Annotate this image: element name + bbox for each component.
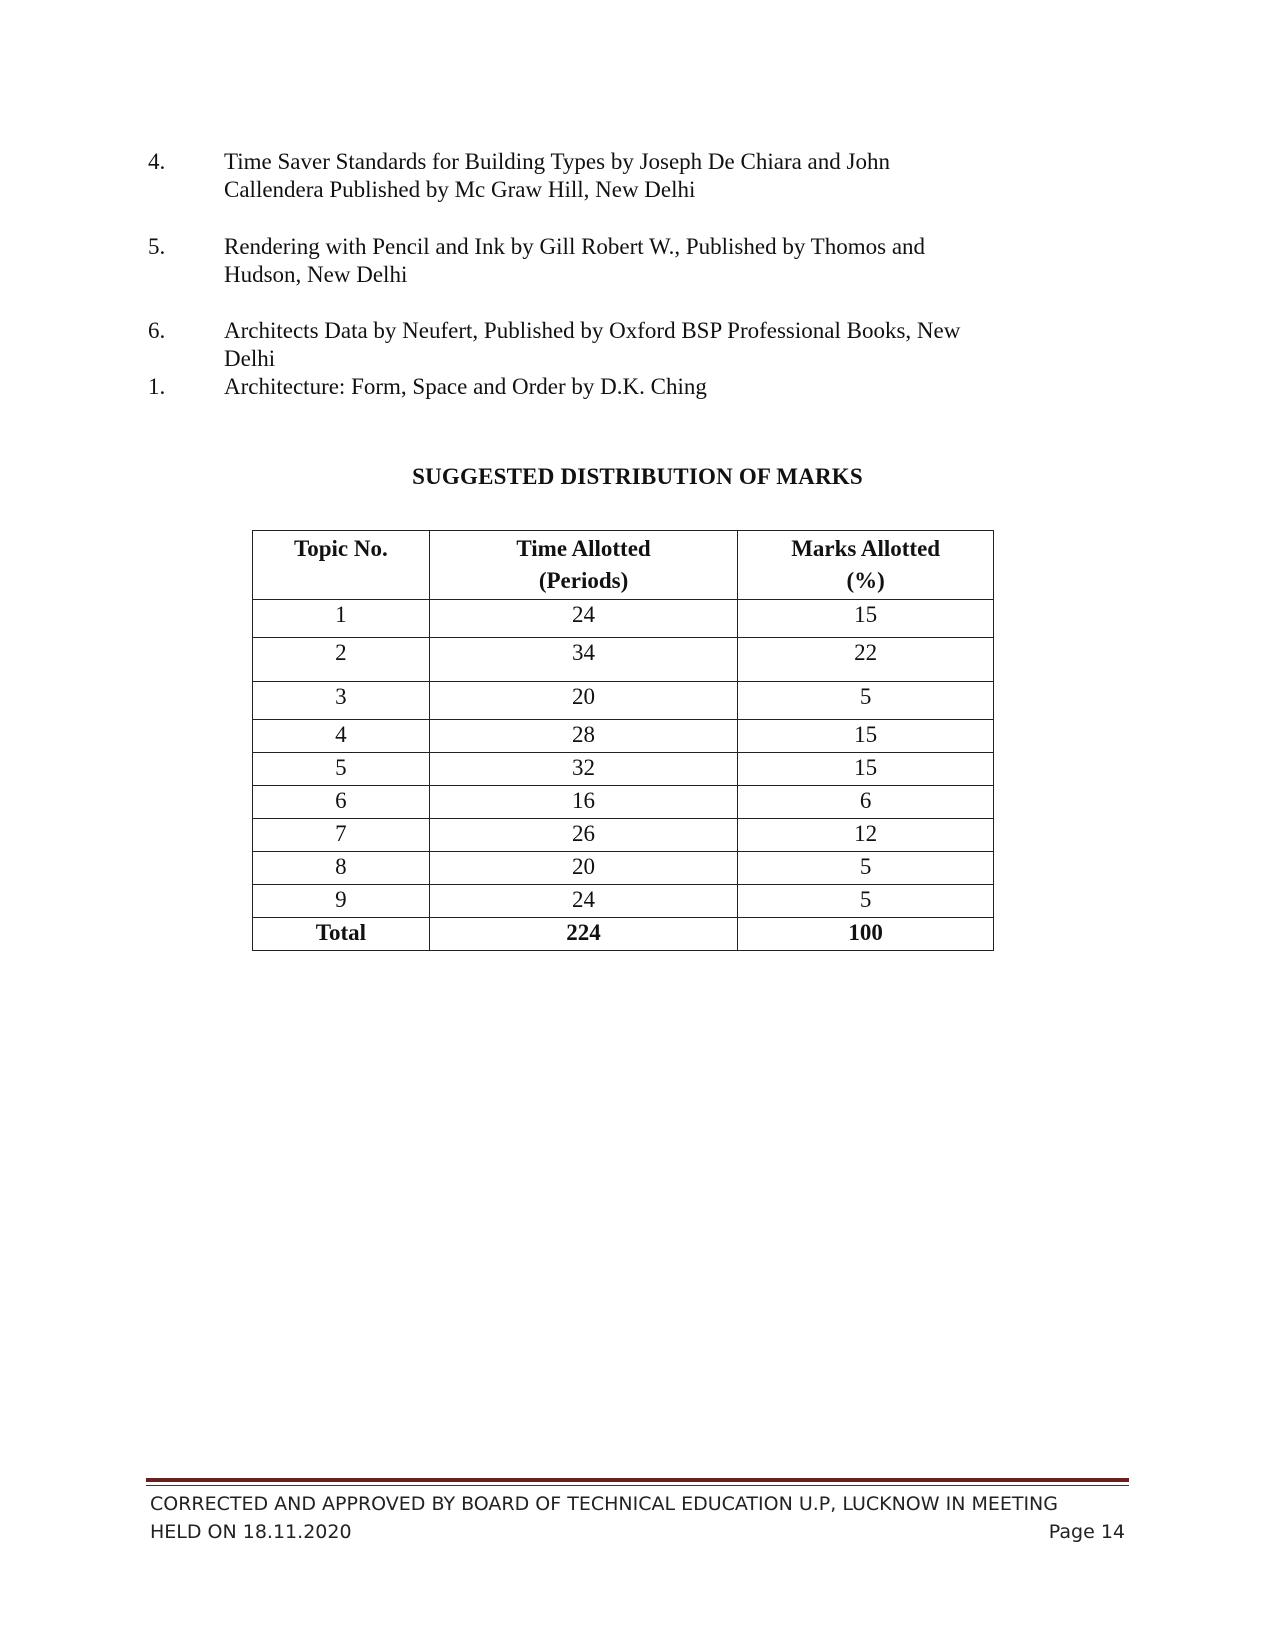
cell-time: 16: [429, 786, 738, 819]
reference-text-line: Architects Data by Neufert, Published by Oxford BSP Professional Books, New: [224, 318, 961, 343]
cell-topic: 9: [253, 885, 430, 918]
cell-topic: 3: [253, 682, 430, 720]
cell-time: 20: [429, 682, 738, 720]
table-row: [253, 852, 994, 885]
cell-time: 28: [429, 720, 738, 753]
cell-time: 24: [429, 885, 738, 918]
reference-item: [148, 373, 1048, 401]
cell-topic: 1: [253, 600, 430, 638]
table-row: [253, 786, 994, 819]
page-footer: [150, 1490, 1125, 1546]
marks-distribution-table: [252, 530, 994, 951]
reference-text-line: Time Saver Standards for Building Types by Joseph De Chiara and John: [224, 149, 890, 174]
table-row: [253, 753, 994, 786]
cell-topic: 4: [253, 720, 430, 753]
table-total-row: [253, 918, 994, 951]
reference-list: [148, 148, 1048, 401]
footer-divider-thin: [146, 1485, 1129, 1486]
reference-text-line: Callendera Published by Mc Graw Hill, New Delhi: [224, 177, 696, 202]
cell-marks: 5: [738, 682, 994, 720]
reference-text-line: Architecture: Form, Space and Order by D.K. Ching: [224, 374, 707, 399]
cell-topic: 6: [253, 786, 430, 819]
footer-approval-line: CORRECTED AND APPROVED BY BOARD OF TECHNICAL EDUCATION U.P, LUCKNOW IN MEETING: [150, 1493, 1058, 1515]
cell-time: 26: [429, 819, 738, 852]
cell-time: 34: [429, 638, 738, 682]
header-topic-no: Topic No.: [253, 531, 430, 600]
cell-marks: 12: [738, 819, 994, 852]
cell-time: 20: [429, 852, 738, 885]
table-row: [253, 885, 994, 918]
reference-number: 6.: [148, 318, 166, 343]
footer-meeting-date: HELD ON 18.11.2020: [150, 1521, 352, 1543]
reference-item: [148, 317, 1048, 373]
page-number: Page 14: [1048, 1521, 1125, 1543]
table-header-row: [253, 531, 994, 600]
cell-total-marks: 100: [738, 918, 994, 951]
table-row: [253, 600, 994, 638]
cell-topic: 5: [253, 753, 430, 786]
cell-topic: 7: [253, 819, 430, 852]
reference-text-line: Delhi: [224, 346, 276, 371]
reference-item: [148, 148, 1048, 204]
cell-total-time: 224: [429, 918, 738, 951]
cell-time: 32: [429, 753, 738, 786]
cell-marks: 6: [738, 786, 994, 819]
cell-topic: 2: [253, 638, 430, 682]
section-title: SUGGESTED DISTRIBUTION OF MARKS: [412, 464, 863, 489]
cell-marks: 5: [738, 885, 994, 918]
cell-topic: 8: [253, 852, 430, 885]
footer-second-line: [150, 1518, 1125, 1546]
header-time-allotted: Time Allotted (Periods): [429, 531, 738, 600]
footer-divider: [146, 1478, 1129, 1482]
header-marks-allotted: Marks Allotted (%): [738, 531, 994, 600]
cell-time: 24: [429, 600, 738, 638]
cell-marks: 22: [738, 638, 994, 682]
reference-number: 5.: [148, 234, 166, 259]
cell-marks: 5: [738, 852, 994, 885]
table-row: [253, 720, 994, 753]
reference-number: 1.: [148, 374, 166, 399]
table-row: [253, 682, 994, 720]
reference-item: [148, 233, 1048, 289]
cell-total-label: Total: [253, 918, 430, 951]
cell-marks: 15: [738, 600, 994, 638]
reference-text-line: Rendering with Pencil and Ink by Gill Robert W., Published by Thomos and: [224, 234, 926, 259]
cell-marks: 15: [738, 720, 994, 753]
reference-text-line: Hudson, New Delhi: [224, 262, 408, 287]
cell-marks: 15: [738, 753, 994, 786]
reference-number: 4.: [148, 149, 166, 174]
table-row: [253, 638, 994, 682]
table-row: [253, 819, 994, 852]
